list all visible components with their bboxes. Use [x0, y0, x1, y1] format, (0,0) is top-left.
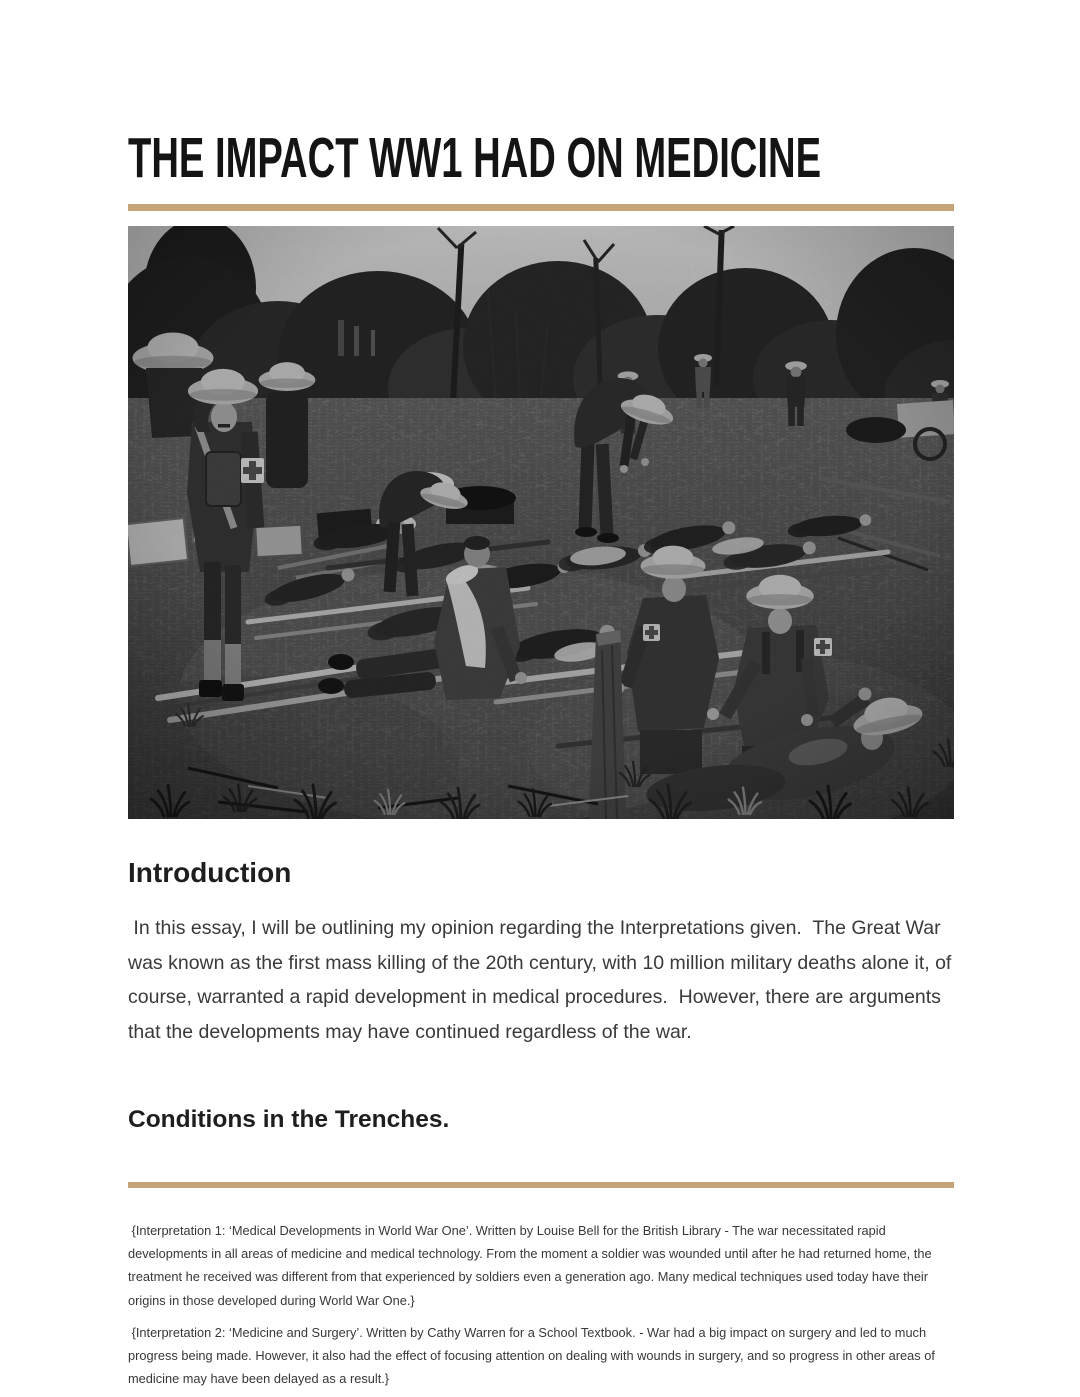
article-photo: [128, 226, 954, 819]
footnote-interpretation-1: {Interpretation 1: ‘Medical Developments in World War One’. Written by Louise Bell for the British Library - The war necessitated rapid developments in all areas of medicine and medical technology. From the moment a soldier was wounded until after he had returned home, the treatment he received was different from that experienced by soldiers even a generation ago. Many medical techniques used today have their origins in those developed during World War One.}: [128, 1223, 936, 1308]
section-divider-rule: [128, 1182, 954, 1188]
document-content: [128, 0, 957, 1390]
introduction-heading: Introduction: [128, 857, 292, 888]
introduction-paragraph: In this essay, I will be outlining my opinion regarding the Interpretations given. The Great War was known as the first mass killing of the 20th century, with 10 million military deaths alone it, of course, warranted a rapid development in medical procedures. However, there are arguments that the developments may have continued regardless of the war.: [128, 917, 957, 1043]
footnote-interpretation-2: {Interpretation 2: ‘Medicine and Surgery’. Written by Cathy Warren for a School Textbook. - War had a big impact on surgery and led to much progress being made. However, it also had the effect of focusing attention on dealing with wounds in surgery, and so progress in other areas of medicine may have been delayed as a result.}: [128, 1324, 939, 1387]
page-title: [128, 0, 954, 189]
photo-vignette-overlay: [128, 226, 954, 819]
page-title-text: THE IMPACT WW1 HAD ON MEDICINE: [128, 126, 822, 190]
conditions-heading: Conditions in the Trenches.: [128, 1106, 450, 1133]
title-underline-rule: [128, 204, 954, 211]
